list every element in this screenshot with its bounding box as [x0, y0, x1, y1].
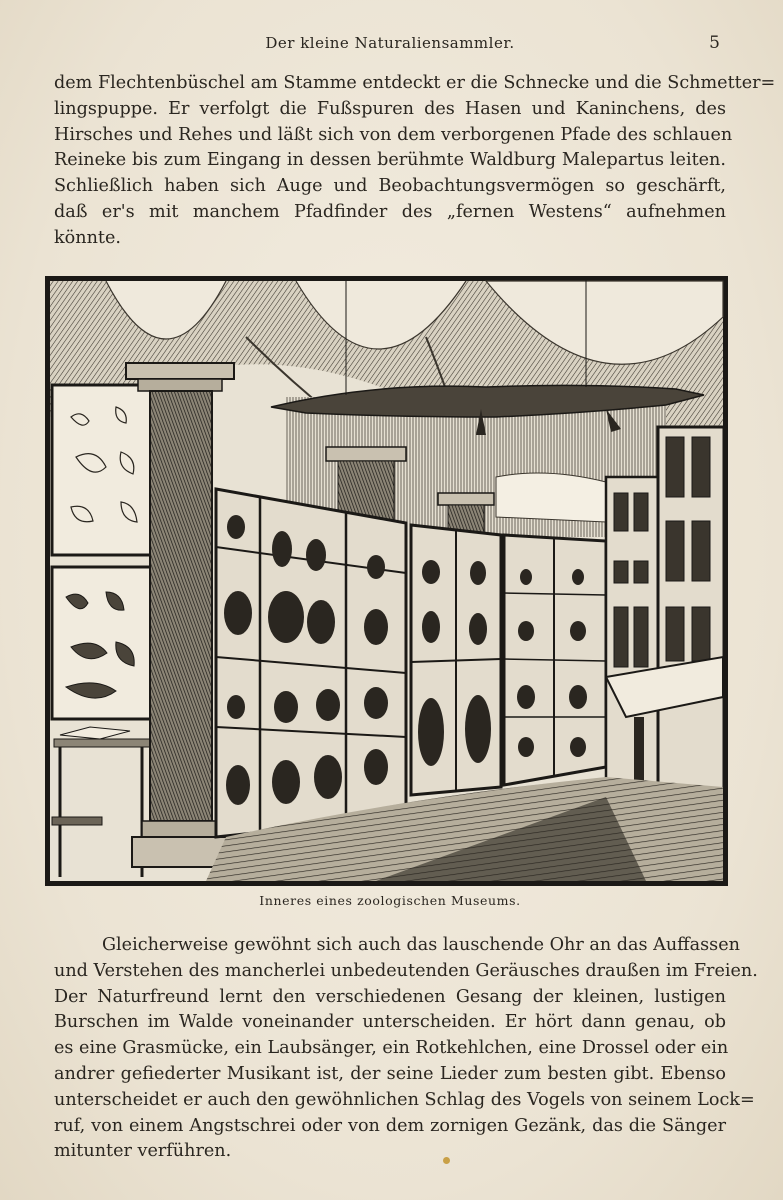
running-title: Der kleine Naturaliensammler.	[265, 34, 515, 52]
figure-caption: Inneres eines zoologischen Museums.	[259, 893, 521, 908]
wall-chart-upper	[52, 385, 164, 555]
text-line: es eine Grasmücke, ein Laubsänger, ein Rotkehlchen, eine Drossel oder ein	[54, 1038, 729, 1059]
text-line: könnte.	[54, 227, 121, 248]
text-line: andrer gefiederter Musikant ist, der seine Lieder zum besten gibt. Ebenso	[54, 1063, 726, 1084]
text-line: Burschen im Walde voneinander unterscheiden. Er hört dann genau, ob	[54, 1012, 726, 1033]
text-line: Gleicherweise gewöhnt sich auch das lauschende Ohr an das Auffassen	[102, 935, 740, 955]
text-line: mitunter verführen.	[54, 1141, 232, 1162]
museum-engraving	[45, 276, 728, 886]
text-line: ruf, von einem Angstschrei oder von dem zornigen Gezänk, das die Sänger	[54, 1115, 726, 1136]
text-line: daß er's mit manchem Pfadfinder des „fernen Westens“ aufnehmen	[54, 201, 726, 222]
running-head	[54, 34, 726, 56]
page-number: 5	[709, 33, 720, 53]
text-line: unterscheidet er auch den gewöhnlichen Schlag des Vogels von seinem Lock=	[54, 1089, 755, 1110]
ink-spot	[443, 1157, 450, 1164]
text-line: und Verstehen des mancherlei unbedeutenden Geräusches draußen im Freien.	[54, 960, 758, 981]
text-line: lingspuppe. Er verfolgt die Fußspuren des Hasen und Kaninchens, des	[54, 98, 726, 119]
text-line: Reineke bis zum Eingang in dessen berühmte Waldburg Malepartus leiten.	[54, 150, 726, 171]
text-line: Der Naturfreund lernt den verschiedenen Gesang der kleinen, lustigen	[54, 986, 726, 1007]
paragraph-bottom	[54, 933, 758, 1165]
wall-chart-lower	[52, 567, 164, 719]
text-line: Hirsches und Rehes und läßt sich von dem verborgenen Pfade des schlauen	[54, 124, 733, 145]
paragraph-top	[54, 71, 776, 252]
text-line: dem Flechtenbüschel am Stamme entdeckt er die Schnecke und die Schmetter=	[54, 73, 776, 93]
text-line: Schließlich haben sich Auge und Beobachtungsvermögen so geschärft,	[54, 176, 726, 197]
